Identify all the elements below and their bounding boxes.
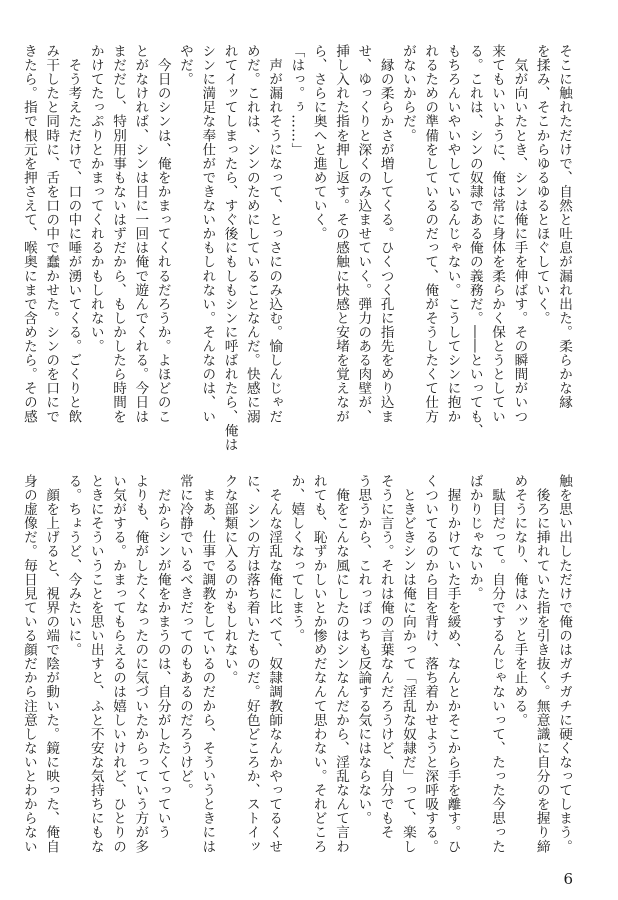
text-line: み干したと同時に、舌を口の中で蠢かせた。シンのを口にで [43, 44, 60, 424]
text-line: まあ、仕事で調教をしているのだから、そういうときには [199, 474, 216, 854]
text-line: 駄目だって。自分でするんじゃないって、たった今思った [489, 474, 506, 854]
text-line: 身の虚像だ。毎日見ている顔だから注意しないとわからない [20, 474, 37, 854]
text-line: か、嬉しくなってしまう。 [288, 474, 305, 643]
text-line: まだだし、特別用事もないはずだから、もしかしたら時間を [110, 44, 127, 424]
text-line: とがなければ、シンは日に一回は俺で遊んでくれる。今日は [132, 44, 149, 424]
text-line: ときどきシンは俺に向かって「淫乱な奴隷だ」って、楽し [399, 474, 416, 854]
text-line: 「はっ。ぅ……」 [288, 44, 305, 157]
text-line: がないからだ。 [399, 44, 416, 143]
text-line: 縁の柔らかさが増してくる。ひくつく孔に指先をめり込ま [377, 44, 394, 424]
text-line: い気がする。かまってもらえるのは嬉しいけれど、ひとりの [110, 474, 127, 854]
lower-text-block [20, 474, 575, 866]
text-line: 後ろに挿れていた指を引き抜く。無意識に自分のを握り締 [533, 474, 550, 854]
text-line: シンに満足な奉仕ができないかもしれない。そんなのは、い [199, 44, 216, 424]
text-line: だからシンが俺をかまうのは、自分がしたくてっていう [154, 474, 171, 840]
text-line: 顔を上げると、視界の端で陰が動いた。鏡に映った、俺自 [43, 474, 60, 854]
text-line: ら、さらに奥へと進めていく。 [310, 44, 327, 241]
text-line: れてイッてしまったら、すぐ後にもしもシンに呼ばれたら、俺は [221, 44, 238, 452]
text-line: めそうになり、俺はハッと手を止める。 [511, 474, 528, 727]
text-line: れても、恥ずかしいとか惨めだなんて思わない。それどころ [310, 474, 327, 854]
text-line: やだ。 [176, 44, 193, 87]
text-line: 俺をこんな風にしたのはシンなんだから、淫乱なんて言わ [333, 474, 350, 854]
text-line: 触を思い出しただけで俺のはガチガチに硬くなってしまう。 [556, 474, 572, 854]
text-line: よりも、俺がしたくなったのに気づいたからっていう方が多 [132, 474, 149, 854]
text-line: そうに言う。それは俺の言葉なんだろうけど、自分でもそ [377, 474, 394, 840]
text-line: きたら。指で根元を押さえて、喉奥にまで含めたら。その感 [20, 44, 37, 424]
text-line: 来てもいいように、俺は常に身体を柔らかく保とうとしてい [489, 44, 506, 424]
text-line: 声が漏れそうになって、とっさにのみ込む。愉しんじゃだ [266, 44, 283, 424]
text-line: せ、ゆっくりと深くのみ込ませていく。弾力のある肉壁が、 [355, 44, 372, 424]
text-line: 気が向いたとき、シンは俺に手を伸ばす。その瞬間がいつ [511, 44, 528, 424]
text-line: 握りかけていた手を緩め、なんとかそこから手を離す。ひ [444, 474, 461, 854]
upper-text-block [20, 44, 575, 452]
text-line: もちろんいやいやしているんじゃない。こうしてシンに抱か [444, 44, 461, 424]
text-line: ときにそういうことを思い出すと、ふと不安な気持ちにもな [87, 474, 104, 854]
text-line: う思うから、これっぽっちも反論する気にはならない。 [355, 474, 372, 826]
text-line: る。ちょうど、今みたいに。 [65, 474, 82, 657]
text-line: ばかりじゃないか。 [466, 474, 483, 601]
text-line: めだ。これは、シンのためにしていることなんだ。快感に溺 [243, 44, 260, 424]
text-line: を揉み、そこからゆるゆるとほぐしていく。 [533, 44, 550, 325]
text-line: そこに触れただけで、自然と吐息が漏れ出た。柔らかな縁 [556, 44, 572, 410]
text-line: そう考えただけで、口の中に唾が湧いてくる。ごくりと飲 [65, 44, 82, 424]
text-line: かけてたっぷりとかまってくれるかもしれない。 [87, 44, 104, 354]
text-line: 今日のシンは、俺をかまってくれるだろうか。よほどのこ [154, 44, 171, 424]
text-line: 挿し入れた指を押し返す。その感触に快感と安堵を覚えなが [333, 44, 350, 424]
text-line: クな部類に入るのかもしれない。 [221, 474, 238, 685]
text-line: れるための準備をしているのだって、俺がそうしたくて仕方 [422, 44, 439, 424]
text-line: に、シンの方は落ち着いたものだ。好色どころか、ストイッ [243, 474, 260, 854]
page-number: 6 [563, 870, 573, 888]
text-line: くついてるのから目を背け、落ち着かせようと深呼吸する。 [422, 474, 439, 854]
text-line: る。これは、シンの奴隷である俺の義務だ。――といっても、 [466, 44, 483, 438]
text-line: そんな淫乱な俺に比べて、奴隷調教師なんかやってるくせ [266, 474, 283, 854]
text-line: 常に冷静でいるべきだってのもあるのだろうけど。 [176, 474, 193, 798]
